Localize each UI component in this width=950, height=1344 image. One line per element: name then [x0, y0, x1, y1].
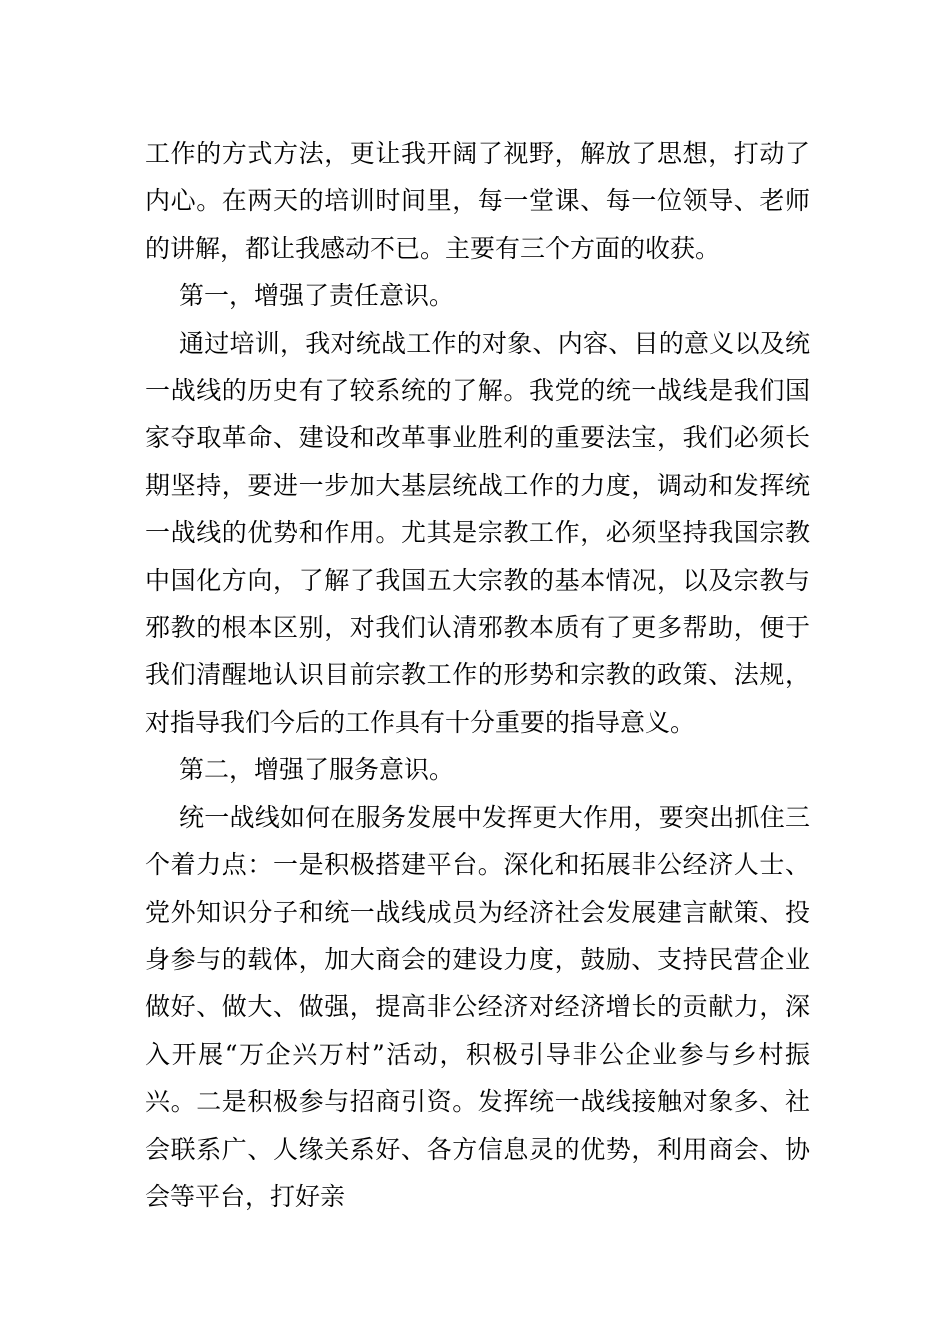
heading-responsibility: 第一，增强了责任意识。: [179, 281, 455, 311]
paragraph-training: 通过培训，我对统战工作的对象、内容、目的意义以及统一战线的历史有了较系统的了解。我党的统一战线是我们国家夺取革命、建设和改革事业胜利的重要法宝，我们必须长期坚持，要进一步加大基层统战工作的力度，调动和发挥统一战线的优势和作用。尤其是宗教工作，必须坚持我国宗教中国化方向，了解了我国五大宗教的基本情况，以及宗教与邪教的根本区别，对我们认清邪教本质有了更多帮助，便于我们清醒地认识目前宗教工作的形势和宗教的政策、法规，对指导我们今后的工作具有十分重要的指导意义。: [145, 328, 810, 737]
document-body: [145, 130, 810, 1220]
paragraph-continuation: 工作的方式方法，更让我开阔了视野，解放了思想，打动了内心。在两天的培训时间里，每一堂课、每一位领导、老师的讲解，都让我感动不已。主要有三个方面的收获。: [145, 139, 810, 263]
paragraph-united-front: 统一战线如何在服务发展中发挥更大作用，要突出抓住三个着力点：一是积极搭建平台。深化和拓展非公经济人士、党外知识分子和统一战线成员为经济社会发展建言献策、投身参与的载体，加大商会的建设力度，鼓励、支持民营企业做好、做大、做强，提高非公经济对经济增长的贡献力，深入开展“万企兴万村”活动，积极引导非公企业参与乡村振兴。二是积极参与招商引资。发挥统一战线接触对象多、社会联系广、人缘关系好、各方信息灵的优势，利用商会、协会等平台，打好亲: [145, 802, 810, 1211]
heading-service: 第二，增强了服务意识。: [179, 755, 455, 785]
